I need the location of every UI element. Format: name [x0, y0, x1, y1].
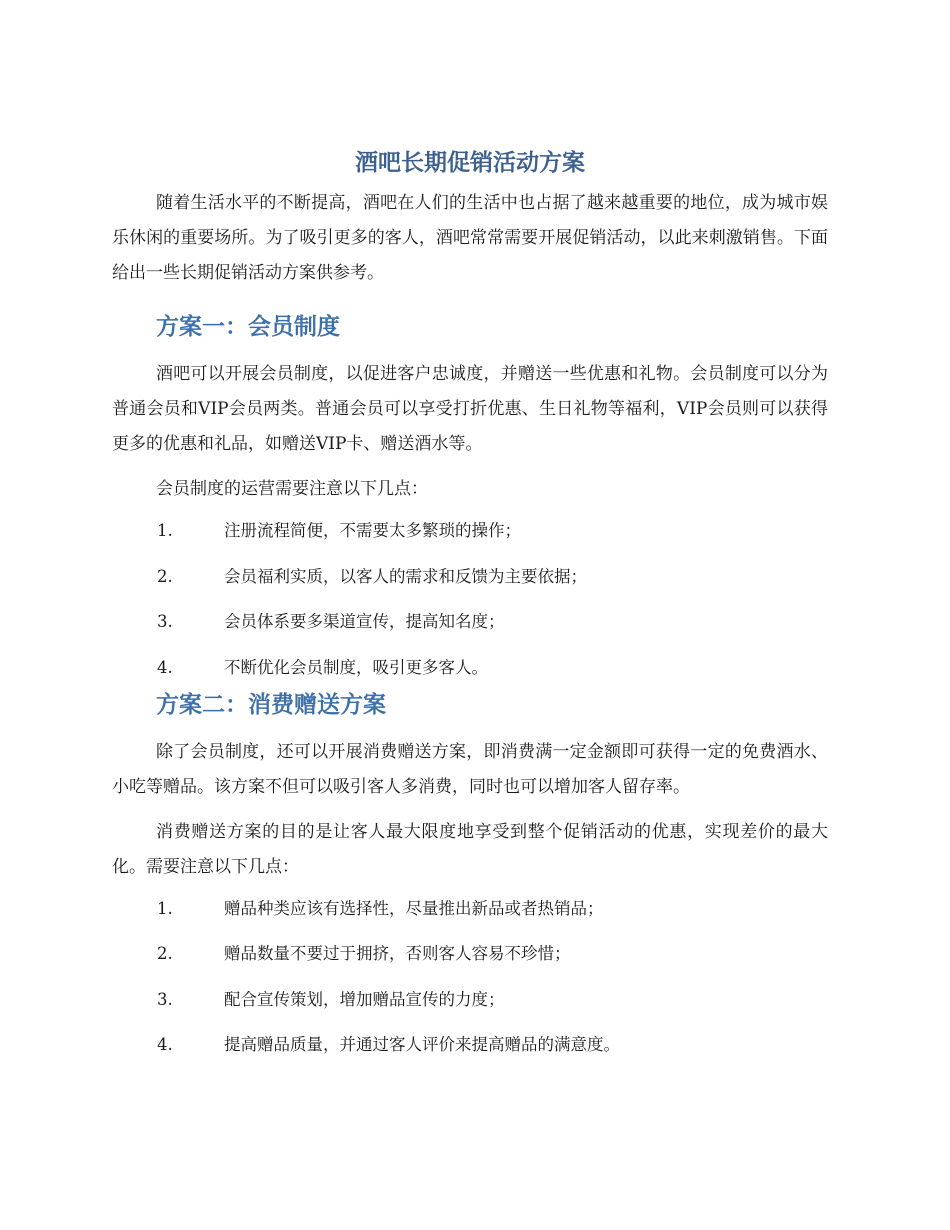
list-text: 配合宣传策划，增加赠品宣传的力度；	[224, 989, 505, 1009]
list-text: 赠品数量不要过于拥挤，否则客人容易不珍惜；	[224, 944, 571, 963]
list-item	[112, 608, 828, 635]
list-text: 会员体系要多渠道宣传，提高知名度；	[224, 612, 505, 631]
list-text: 会员福利实质，以客人的需求和反馈为主要依据；	[224, 566, 587, 586]
section2-paragraph-2: 消费赠送方案的目的是让客人最大限度地享受到整个促销活动的优惠，实现差价的最大化。需要注意以下几点：	[112, 821, 828, 877]
section1-paragraph-1: 酒吧可以开展会员制度，以促进客户忠诚度，并赠送一些优惠和礼物。会员制度可以分为普通会员和VIP会员两类。普通会员可以享受打折优惠、生日礼物等福利，VIP会员则可以获得更多的优惠和礼品，如赠送VIP卡、赠送酒水等。	[112, 364, 828, 454]
section2-paragraph-1: 除了会员制度，还可以开展消费赠送方案，即消费满一定金额即可获得一定的免费酒水、小吃等赠品。该方案不但可以吸引客人多消费，同时也可以增加客人留存率。	[112, 741, 828, 797]
section2-list	[112, 895, 828, 1059]
page-title: 酒吧长期促销活动方案	[355, 150, 585, 176]
section1-paragraph-2: 会员制度的运营需要注意以下几点：	[156, 479, 428, 499]
list-text: 注册流程简便，不需要太多繁琐的操作；	[224, 521, 521, 540]
list-item	[112, 654, 828, 681]
list-number: 4.	[157, 657, 173, 677]
list-number: 4.	[157, 1035, 173, 1054]
list-number: 1.	[157, 898, 173, 918]
list-item	[112, 940, 828, 967]
list-text: 提高赠品质量，并通过客人评价来提高赠品的满意度。	[224, 1035, 620, 1054]
list-item	[112, 563, 828, 590]
intro-paragraph: 随着生活水平的不断提高，酒吧在人们的生活中也占据了越来越重要的地位，成为城市娱乐休闲的重要场所。为了吸引更多的客人，酒吧常常需要开展促销活动，以此来刺激销售。下面给出一些长期促销活动方案供参考。	[112, 193, 828, 283]
section-heading-2: 方案二：消费赠送方案	[156, 691, 386, 718]
section-heading-1: 方案一：会员制度	[156, 314, 340, 340]
list-number: 1.	[157, 521, 173, 540]
list-number: 3.	[157, 989, 173, 1009]
document-page	[112, 140, 828, 1077]
list-item	[112, 517, 828, 544]
list-item	[112, 1031, 828, 1058]
list-text: 赠品种类应该有选择性，尽量推出新品或者热销品；	[224, 898, 604, 918]
list-number: 2.	[157, 566, 173, 586]
list-text: 不断优化会员制度，吸引更多客人。	[224, 657, 488, 677]
list-item	[112, 895, 828, 922]
section1-list	[112, 517, 828, 681]
list-item	[112, 986, 828, 1013]
list-number: 2.	[157, 944, 173, 963]
list-number: 3.	[157, 612, 173, 631]
